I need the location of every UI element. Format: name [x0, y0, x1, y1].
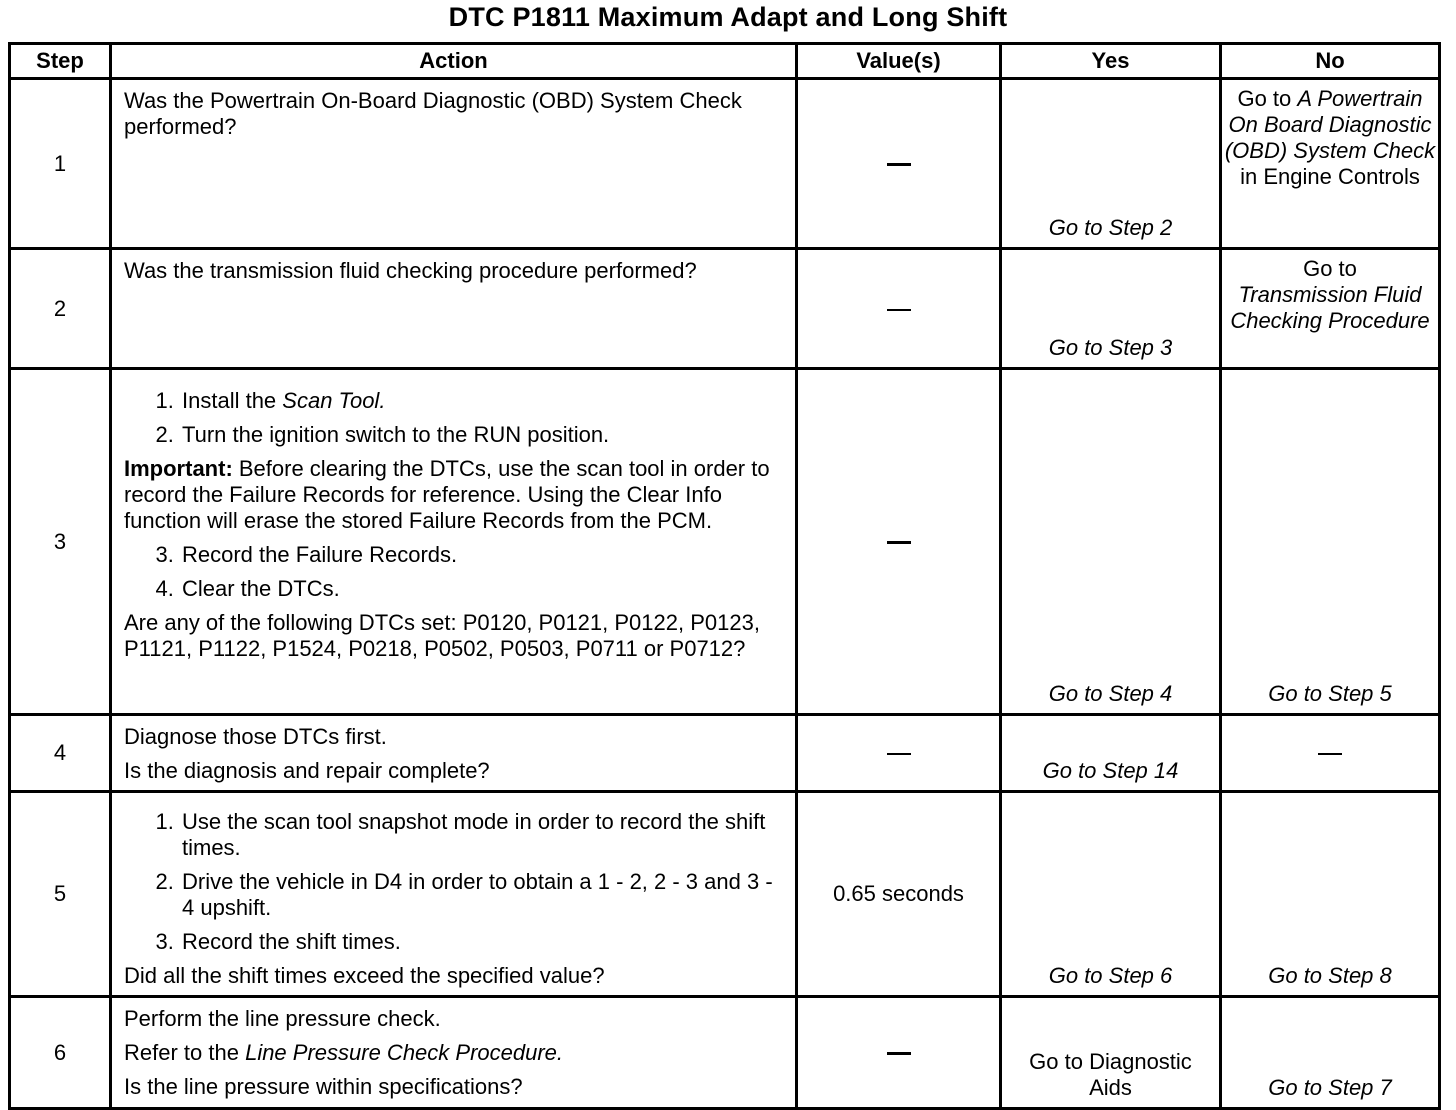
list-item: 1. Install the Scan Tool. — [180, 388, 785, 414]
list-item: 4. Clear the DTCs. — [180, 576, 785, 602]
no-dash — [1318, 753, 1342, 755]
value-cell — [797, 715, 1001, 792]
important-label: Important: — [124, 456, 233, 481]
important-text: Before clearing the DTCs, use the scan tool in order to record the Failure Records for reference. Using the Clear Info function will erase the stored Failure Records from the PCM. — [124, 456, 770, 533]
action-steps-list — [124, 542, 785, 602]
value-cell — [797, 997, 1001, 1109]
action-cell — [111, 369, 797, 715]
value-dash — [887, 753, 911, 755]
step-number: 3 — [10, 369, 111, 715]
yes-link[interactable]: Go to Step 6 — [1001, 792, 1221, 997]
action-steps-list — [124, 388, 785, 448]
value-dash — [887, 1052, 911, 1055]
table-row — [10, 997, 1440, 1109]
header-action: Action — [111, 44, 797, 79]
header-values: Value(s) — [797, 44, 1001, 79]
yes-link[interactable]: Go to Step 14 — [1001, 715, 1221, 792]
action-cell — [111, 249, 797, 369]
no-link[interactable]: Go to Step 8 — [1221, 792, 1440, 997]
action-question: Is the diagnosis and repair complete? — [124, 758, 490, 783]
action-cell — [111, 715, 797, 792]
no-tail: in Engine Controls — [1240, 164, 1420, 189]
value-cell — [797, 369, 1001, 715]
action-cell — [111, 79, 797, 249]
step-number: 2 — [10, 249, 111, 369]
action-text: Was the transmission fluid checking procedure performed? — [124, 258, 697, 283]
action-text: Was the Powertrain On-Board Diagnostic (OBD) System Check performed? — [124, 88, 742, 139]
no-link[interactable]: Go to Step 5 — [1221, 369, 1440, 715]
list-item: 3. Record the Failure Records. — [180, 542, 785, 568]
action-steps-list — [124, 809, 785, 955]
page-title: DTC P1811 Maximum Adapt and Long Shift — [448, 2, 1008, 32]
table-row — [10, 792, 1440, 997]
no-link[interactable]: Go to Step 7 — [1221, 997, 1440, 1109]
no-link[interactable]: Transmission Fluid Checking Procedure — [1230, 282, 1430, 333]
action-reference: Refer to the Line Pressure Check Procedure. — [124, 1040, 564, 1065]
value-cell — [797, 79, 1001, 249]
value-dash — [887, 163, 911, 166]
list-item: 3. Record the shift times. — [180, 929, 785, 955]
header-no: No — [1221, 44, 1440, 79]
table-row — [10, 249, 1440, 369]
important-note — [124, 456, 785, 534]
step-number: 5 — [10, 792, 111, 997]
value-dash — [887, 541, 911, 544]
action-cell — [111, 792, 797, 997]
diagnostic-table — [8, 42, 1441, 1110]
action-cell — [111, 997, 797, 1109]
scan-tool-link[interactable]: Scan Tool. — [282, 388, 386, 413]
table-header-row — [10, 44, 1440, 79]
step-number: 6 — [10, 997, 111, 1109]
yes-link[interactable]: Go to Step 4 — [1001, 369, 1221, 715]
no-link[interactable]: A Powertrain On Board Diagnostic (OBD) System Check — [1224, 86, 1436, 163]
action-text: Perform the line pressure check. — [124, 1006, 441, 1031]
no-lead: Go to — [1237, 86, 1298, 111]
value-text: 0.65 seconds — [797, 792, 1001, 997]
value-cell — [797, 249, 1001, 369]
no-cell[interactable] — [1221, 249, 1440, 369]
no-lead: Go to — [1303, 256, 1357, 281]
no-cell[interactable] — [1221, 79, 1440, 249]
list-item: 1. Use the scan tool snapshot mode in order to record the shift times. — [180, 809, 785, 861]
action-question: Did all the shift times exceed the specified value? — [124, 963, 605, 988]
value-dash — [887, 309, 911, 311]
no-cell — [1221, 715, 1440, 792]
yes-link[interactable]: Go to Step 3 — [1001, 249, 1221, 369]
yes-link[interactable]: Go to Step 2 — [1001, 79, 1221, 249]
action-question: Are any of the following DTCs set: P0120, P0121, P0122, P0123, P1121, P1122, P1524, P0218, P0502, P0503, P0711 or P0712? — [124, 610, 760, 661]
list-item: 2. Drive the vehicle in D4 in order to obtain a 1 - 2, 2 - 3 and 3 - 4 upshift. — [180, 869, 785, 921]
table-row — [10, 79, 1440, 249]
line-pressure-link[interactable]: Line Pressure Check Procedure. — [245, 1040, 564, 1065]
yes-link[interactable]: Go to Diagnostic Aids — [1001, 997, 1221, 1109]
table-row — [10, 369, 1440, 715]
table-row — [10, 715, 1440, 792]
header-step: Step — [10, 44, 111, 79]
action-text: Diagnose those DTCs first. — [124, 724, 387, 749]
step-number: 1 — [10, 79, 111, 249]
action-question: Is the line pressure within specifications? — [124, 1074, 523, 1099]
step-number: 4 — [10, 715, 111, 792]
list-item: 2. Turn the ignition switch to the RUN position. — [180, 422, 785, 448]
header-yes: Yes — [1001, 44, 1221, 79]
